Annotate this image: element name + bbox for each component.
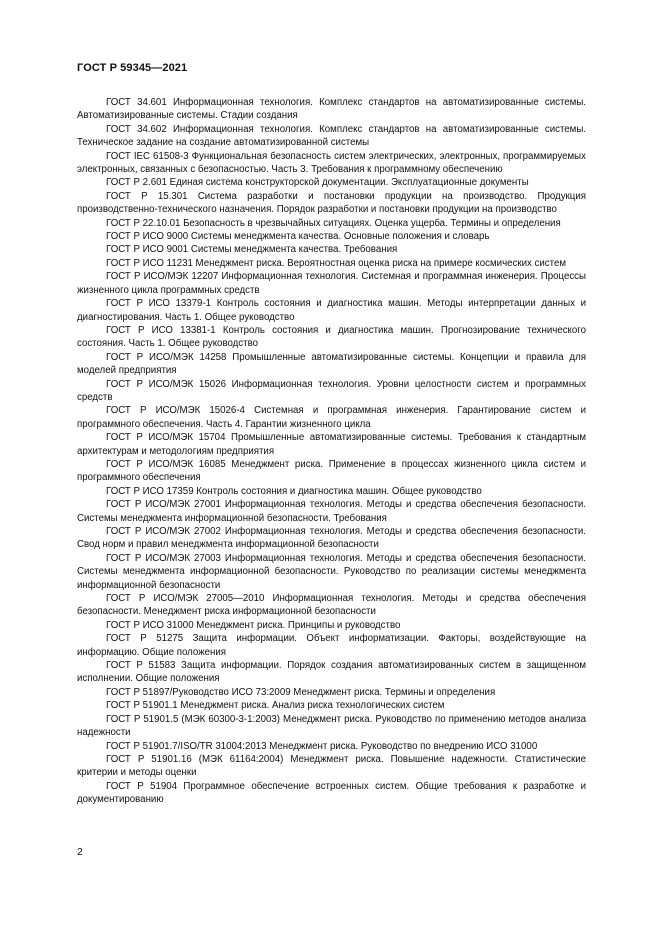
reference-item: ГОСТ Р ИСО/МЭК 16085 Менеджмент риска. Применение в процессах жизненного цикла систем и программного обеспечения: [77, 458, 586, 484]
reference-item: ГОСТ Р ИСО/МЭК 27001 Информационная технология. Методы и средства обеспечения безопасности. Системы менеджмента информационной безопасности. Требования: [77, 499, 586, 524]
reference-item: ГОСТ Р ИСО 17359 Контроль состояния и диагностика машин. Общее руководство: [106, 485, 482, 497]
reference-item: ГОСТ Р ИСО/МЭК 12207 Информационная технология. Системная и программная инженерия. Процессы жизненного цикла программных средств: [77, 271, 586, 296]
reference-item: ГОСТ Р 51583 Защита информации. Порядок создания автоматизированных систем в защищенном исполнении. Общие положения: [77, 660, 586, 685]
reference-item: ГОСТ Р ИСО 11231 Менеджмент риска. Вероятностная оценка риска на примере космических систем: [106, 257, 567, 269]
reference-item: ГОСТ Р ИСО/МЭК 14258 Промышленные автоматизированные системы. Концепции и правила для моделей предприятия: [77, 351, 586, 377]
reference-item: ГОСТ Р ИСО 13381-1 Контроль состояния и диагностика машин. Прогнозирование технического состояния. Часть 1. Общее руководство: [77, 324, 586, 350]
reference-item: ГОСТ 34.602 Информационная технология. Комплекс стандартов на автоматизированные системы. Техническое задание на создание автоматизированной системы: [77, 123, 586, 149]
reference-item: ГОСТ Р ИСО/МЭК 15704 Промышленные автоматизированные системы. Требования к стандартным архитектурам и методологиям предприятия: [77, 432, 586, 457]
reference-item: ГОСТ 34.601 Информационная технология. Комплекс стандартов на автоматизированные системы. Автоматизированные системы. Стадии создания: [77, 97, 586, 122]
reference-item: ГОСТ Р 2.601 Единая система конструкторской документации. Эксплуатационные документы: [106, 177, 529, 189]
reference-item: ГОСТ Р ИСО/МЭК 27002 Информационная технология. Методы и средства обеспечения безопасности. Свод норм и правил менеджмента информационной безопасности: [77, 526, 586, 551]
document-header: ГОСТ Р 59345—2021: [77, 62, 188, 74]
reference-item: ГОСТ Р ИСО/МЭК 27005—2010 Информационная технология. Методы и средства обеспечения безопасности. Менеджмент риска информационной безопасности: [77, 593, 586, 618]
reference-item: ГОСТ Р 51901.16 (МЭК 61164:2004) Менеджмент риска. Повышение надежности. Статистические критерии и методы оценки: [77, 753, 586, 779]
reference-item: ГОСТ Р 51901.5 (МЭК 60300-3-1:2003) Менеджмент риска. Руководство по применению методов анализа надежности: [77, 713, 586, 739]
reference-item: ГОСТ Р 51897/Руководство ИСО 73:2009 Менеджмент риска. Термины и определения: [106, 686, 496, 698]
reference-item: ГОСТ Р 15.301 Система разработки и постановки продукции на производство. Продукция производственно-технического назначения. Порядок разработки и постановки продукции на производство: [77, 190, 586, 216]
reference-item: ГОСТ Р 51275 Защита информации. Объект информатизации. Факторы, воздействующие на информацию. Общие положения: [77, 633, 586, 658]
reference-item: ГОСТ IEC 61508-3 Функциональная безопасность систем электрических, электронных, программируемых электронных, связанных с безопасностью. Часть 3. Требования к программному обеспечению: [77, 150, 586, 176]
references-list: [77, 96, 586, 807]
reference-item: ГОСТ Р ИСО 9000 Системы менеджмента качества. Основные положения и словарь: [106, 231, 490, 243]
reference-item: ГОСТ Р 22.10.01 Безопасность в чрезвычайных ситуациях. Оценка ущерба. Термины и определения: [106, 217, 561, 229]
reference-item: ГОСТ Р ИСО/МЭК 15026-4 Системная и программная инженерия. Гарантирование систем и программного обеспечения. Часть 4. Гарантии жизненного цикла: [77, 405, 586, 430]
reference-item: ГОСТ Р ИСО 9001 Системы менеджмента качества. Требования: [106, 244, 398, 256]
reference-item: ГОСТ Р ИСО/МЭК 15026 Информационная технология. Уровни целостности систем и программных средств: [77, 378, 586, 403]
reference-item: ГОСТ Р 51901.7/ISO/TR 31004:2013 Менеджмент риска. Руководство по внедрению ИСО 31000: [106, 740, 538, 752]
reference-item: ГОСТ Р ИСО 13379-1 Контроль состояния и диагностика машин. Методы интерпретации данных и диагностирования. Часть 1. Общее руководство: [77, 298, 586, 323]
reference-item: ГОСТ Р ИСО/МЭК 27003 Информационная технология. Методы и средства обеспечения безопасности. Системы менеджмента информационной безопасности. Руководство по реализации системы менеджмента информационной безопасности: [77, 552, 586, 591]
reference-item: ГОСТ Р 51904 Программное обеспечение встроенных систем. Общие требования к разработке и документированию: [77, 780, 586, 806]
reference-item: ГОСТ Р 51901.1 Менеджмент риска. Анализ риска технологических систем: [106, 700, 445, 712]
reference-item: ГОСТ Р ИСО 31000 Менеджмент риска. Принципы и руководство: [106, 619, 401, 631]
page-number: 2: [77, 846, 83, 858]
